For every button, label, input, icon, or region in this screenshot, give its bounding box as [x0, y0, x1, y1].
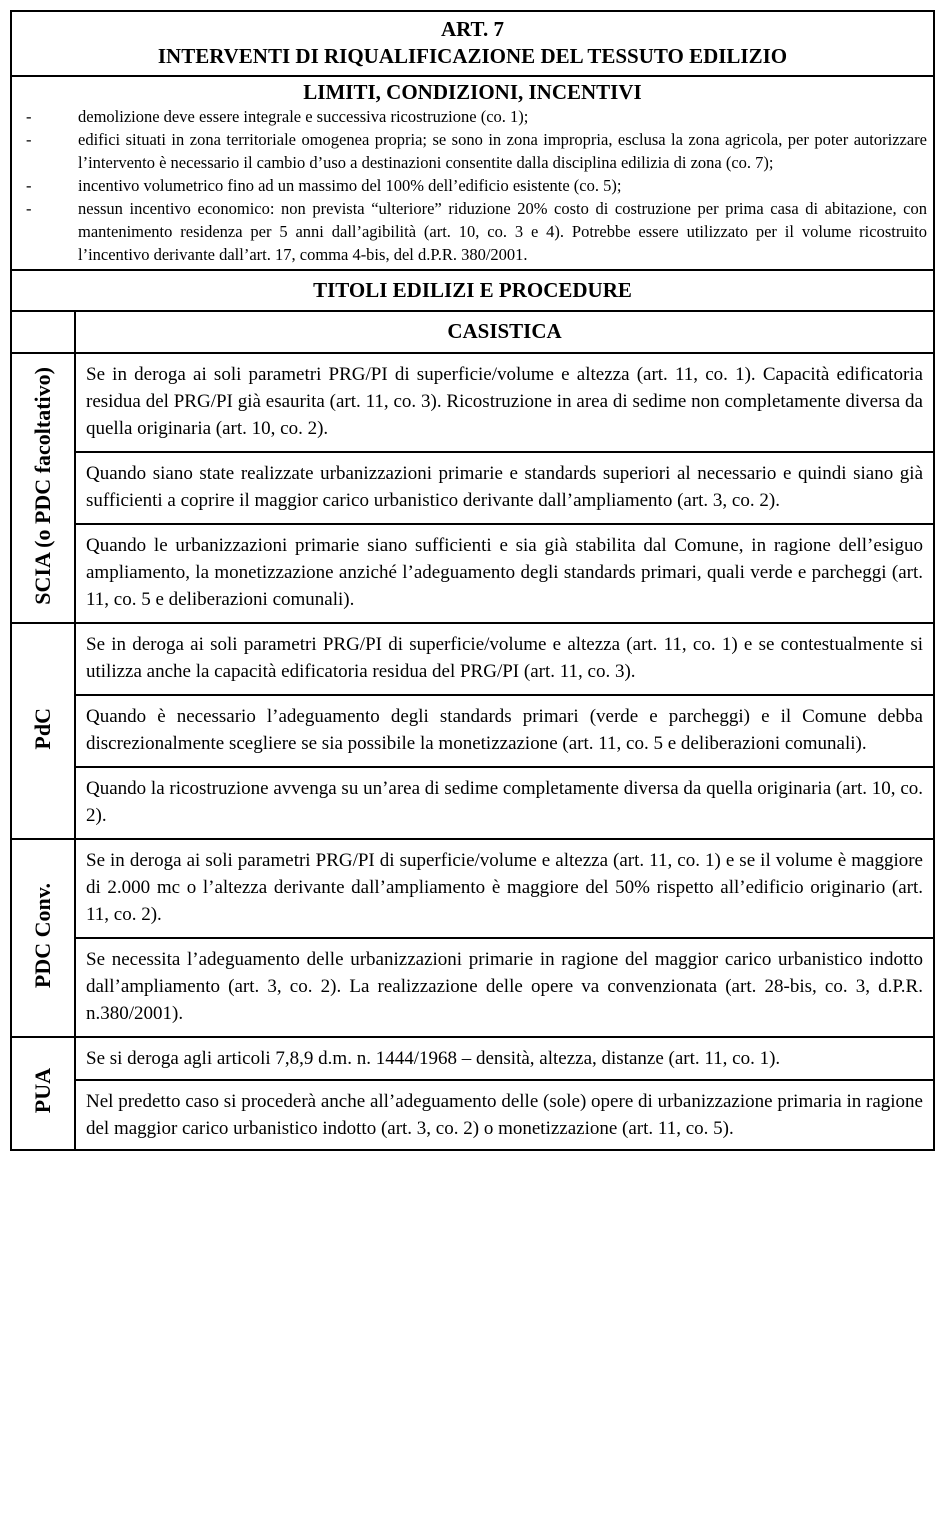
casistica-spacer-cell — [11, 311, 75, 353]
group-label-pdc — [11, 623, 75, 839]
table-row — [11, 452, 934, 524]
case-cell: Se necessita l’adeguamento delle urbanizzazioni primarie in ragione del maggior carico urbanistico indotto dall’ampliamento (art. 3, co. 2). La realizzazione delle opere va convenzionata (art. 28-bis, co. 3, d.P.R. n.380/2001). — [75, 938, 934, 1037]
table-row — [11, 524, 934, 623]
casistica-header: CASISTICA — [75, 311, 934, 353]
article-table — [10, 10, 935, 1151]
case-cell: Nel predetto caso si procederà anche all’adeguamento delle (sole) opere di urbanizzazione primaria in ragione del maggior carico urbanistico indotto (art. 3, co. 2) o monetizzazione (art. 11, co. 5). — [75, 1080, 934, 1150]
case-cell: Quando è necessario l’adeguamento degli standards primari (verde e parcheggi) e il Comune debba discrezionalmente scegliere se sia possibile la monetizzazione (art. 11, co. 5 e deliberazioni comunali). — [75, 695, 934, 767]
group-label-pua — [11, 1037, 75, 1150]
group-label-text: PDC Conv. — [30, 882, 55, 989]
group-label-text: PdC — [30, 707, 55, 750]
table-row — [11, 695, 934, 767]
group-label-text: PUA — [30, 1068, 55, 1114]
group-label-text: SCIA (o PDC facoltativo) — [30, 366, 55, 605]
article-number: ART. 7 — [440, 17, 505, 41]
case-cell: Quando le urbanizzazioni primarie siano sufficienti e sia già stabilita dal Comune, in ragione dell’esiguo ampliamento, la monetizzazione anziché l’adeguamento degli standards primari, quali verde e parcheggi (art. 11, co. 5 e deliberazioni comunali). — [75, 524, 934, 623]
limits-list-item: - nessun incentivo economico: non prevista “ulteriore” riduzione 20% costo di costruzione per prima casa di abitazione, con mantenimento residenza per 5 anni dall’agibilità (art. 10, co. 3 e 4). Potrebbe essere utilizzato per il volume ricostruito l’incentivo derivante dall’art. 17, comma 4-bis, del d.P.R. 380/2001. — [26, 199, 927, 264]
limits-list-item: - demolizione deve essere integrale e successiva ricostruzione (co. 1); — [26, 107, 529, 126]
casistica-row — [11, 311, 934, 353]
limits-list — [12, 105, 933, 269]
article-document — [10, 10, 935, 1151]
case-cell: Se in deroga ai soli parametri PRG/PI di superficie/volume e altezza (art. 11, co. 1) e se il volume è maggiore di 2.000 mc o l’altezza derivante dall’ampliamento è maggiore del 50% rispetto all’edificio originario (art. 11, co. 2). — [75, 839, 934, 938]
table-row — [11, 1037, 934, 1080]
table-row — [11, 623, 934, 695]
table-row — [11, 767, 934, 839]
procedures-title-row — [11, 270, 934, 311]
procedures-title: TITOLI EDILIZI E PROCEDURE — [11, 270, 934, 311]
header-row — [11, 11, 934, 76]
table-row — [11, 353, 934, 452]
group-label-pdc-conv — [11, 839, 75, 1037]
case-cell: Se in deroga ai soli parametri PRG/PI di superficie/volume e altezza (art. 11, co. 1) e se contestualmente si utilizza anche la capacità edificatoria residua del PRG/PI (art. 11, co. 3). — [75, 623, 934, 695]
case-cell: Se in deroga ai soli parametri PRG/PI di superficie/volume e altezza (art. 11, co. 1). Capacità edificatoria residua del PRG/PI già esaurita (art. 11, co. 3). Ricostruzione in area di sedime non completamente diversa da quella originaria (art. 10, co. 2). — [75, 353, 934, 452]
limits-list-item: - edifici situati in zona territoriale omogenea propria; se sono in zona impropria, esclusa la zona agricola, per poter autorizzare l’intervento è necessario il cambio d’uso a destinazioni consentite dalla disciplina edilizia di zona (co. 7); — [26, 130, 927, 172]
group-label-scia — [11, 353, 75, 623]
case-cell: Quando la ricostruzione avvenga su un’area di sedime completamente diversa da quella originaria (art. 10, co. 2). — [75, 767, 934, 839]
limits-section — [11, 76, 934, 270]
limits-row — [11, 76, 934, 270]
table-row — [11, 1080, 934, 1150]
case-cell: Se si deroga agli articoli 7,8,9 d.m. n. 1444/1968 – densità, altezza, distanze (art. 11, co. 1). — [75, 1037, 934, 1080]
limits-list-item: - incentivo volumetrico fino ad un massimo del 100% dell’edificio esistente (co. 5); — [26, 176, 622, 195]
article-title: INTERVENTI DI RIQUALIFICAZIONE DEL TESSUTO EDILIZIO — [157, 44, 788, 68]
case-cell: Quando siano state realizzate urbanizzazioni primarie e standards superiori al necessario e quindi siano già sufficienti a coprire il maggior carico urbanistico derivante dall’ampliamento (art. 3, co. 2). — [75, 452, 934, 524]
table-row — [11, 938, 934, 1037]
article-header — [11, 11, 934, 76]
table-row — [11, 839, 934, 938]
limits-title: LIMITI, CONDIZIONI, INCENTIVI — [303, 80, 642, 104]
